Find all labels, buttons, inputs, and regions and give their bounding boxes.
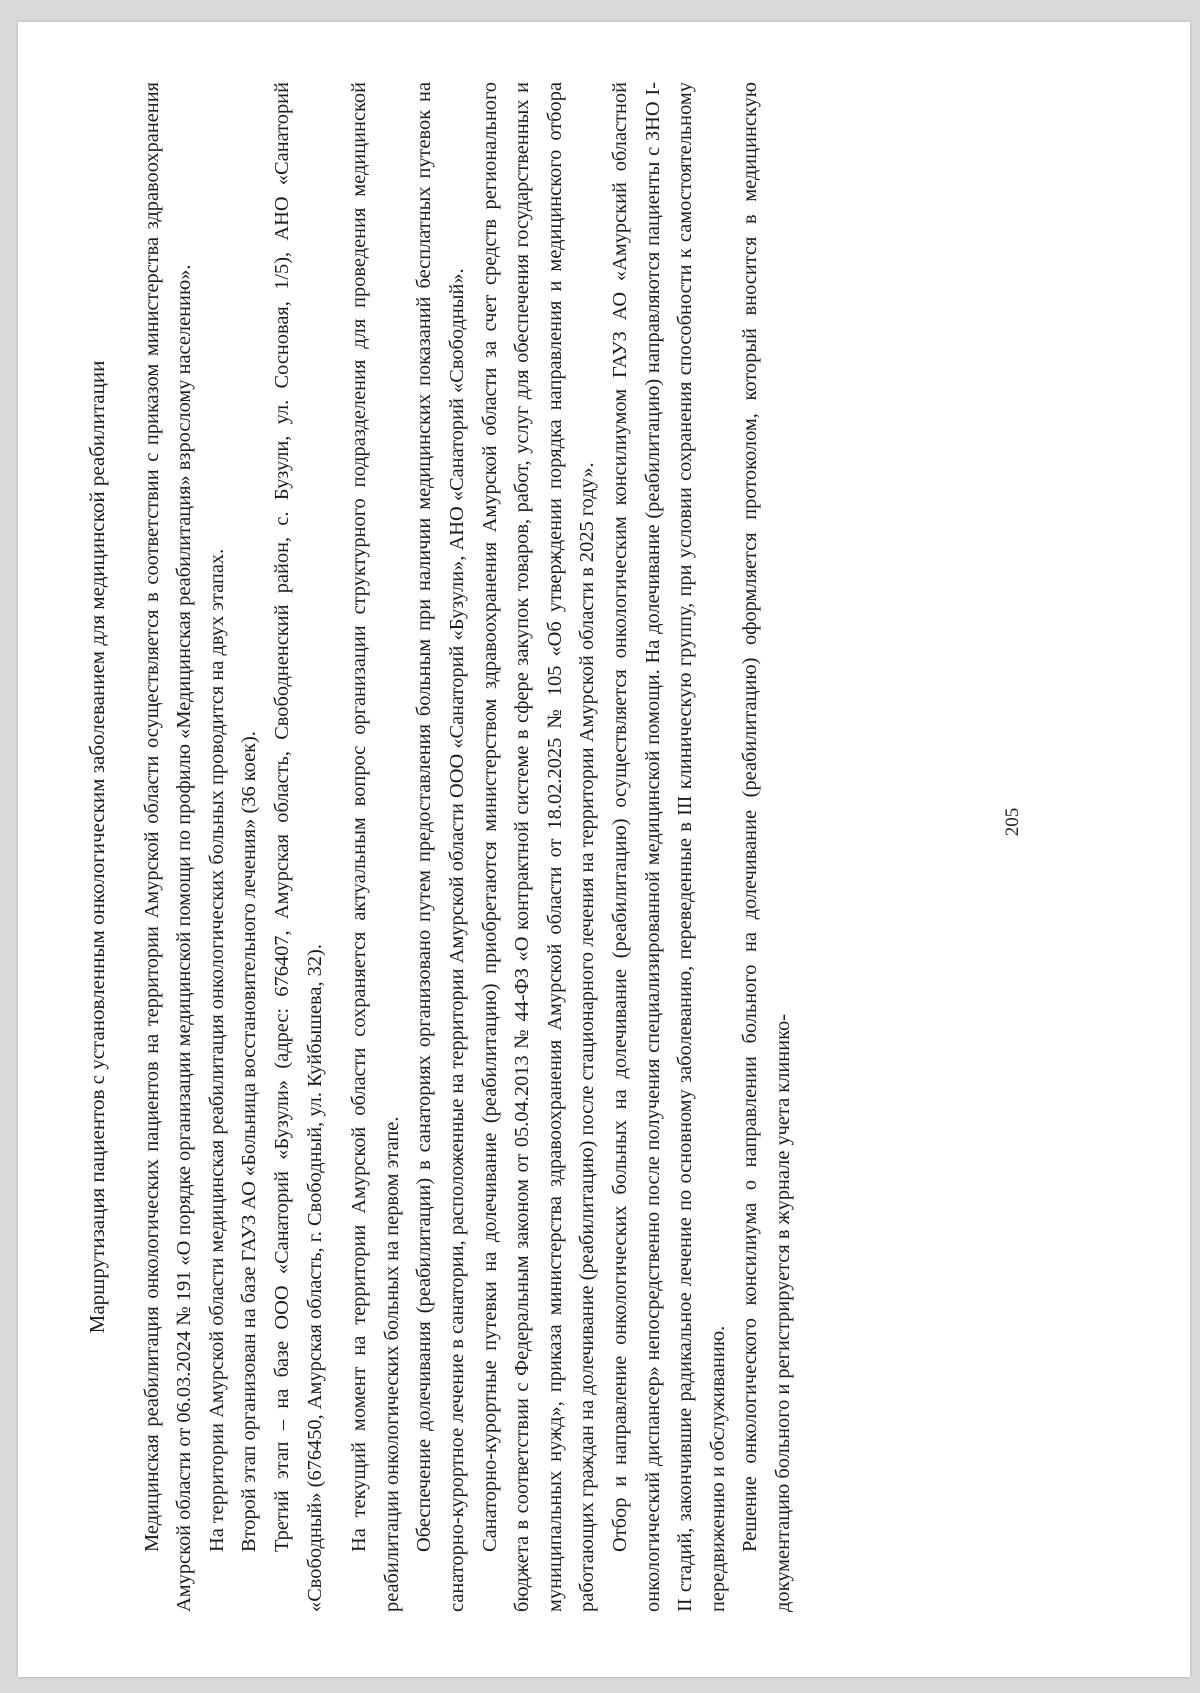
paragraph-first-stage-issue: На текущий момент на территории Амурской области сохраняется актуальным вопрос организации структурного подразделения для проведения медицинской реабилитации онкологических больных на первом этапе. [348,81,403,1612]
paragraph-selection-referral: Отбор и направление онкологических больных на долечивание (реабилитацию) осуществляется онкологическим консилиумом ГАУЗ АО «Амурский областной онкологический диспансер» непосредственно после получения специализированной медицинской помощи. На долечивание (реабилитацию) направляются пациенты с ЗНО I-II стадий, закончившие радикальное лечение по основному заболеванию, переведенные в III клиническую группу, при условии сохранения способности к самостоятельному передвижению и обслуживанию. [608,81,729,1612]
paragraph-two-stages: На территории Амурской области медицинская реабилитация онкологических больных проводится на двух этапах. [205,548,228,1552]
rotated-page-content [80,82,1120,1612]
paragraph-rehab-basis: Медицинская реабилитация онкологических пациентов на территории Амурской области осуществляется в соответствии с приказом министерства здравоохранения Амурской области от 06.03.2024 № 191 «О порядке организации медицинской помощи по профилю «Медицинская реабилитация» взрослому населению». [140,81,196,1612]
paragraph-vouchers-funding: Санаторно-курортные путевки на долечивание (реабилитацию) приобретаются министерством здравоохранения Амурской области за счет средств регионального бюджета в соответствии с Федеральным законом от 05.04.2013 № 44-ФЗ «О контрактной системе в сфере закупок товаров, работ, услуг для обеспечения государственных и муниципальных нужд», приказа министерства здравоохранения Амурской области от 18.02.2025 № 105 «Об утверждении порядка направления и медицинского отбора работающих граждан на долечивание (реабилитацию) после стационарного лечения на территории Амурской области в 2025 году». [478,81,599,1612]
document-title: Маршрутизация пациентов с установленным онкологическим заболеванием для медицинской реабилитации [85,360,109,1333]
paragraph-second-stage: Второй этап организован на базе ГАУЗ АО «Больница восстановительного лечения» (36 коек). [238,730,261,1552]
paragraph-third-stage: Третий этап – на базе ООО «Санаторий «Бузули» (адрес: 676407, Амурская область, Свободненский район, с. Бузули, ул. Сосновая, 1/5), АНО «Санаторий «Свободный» (676450, Амурская область, г. Свободный, ул. Куйбышева, 32). [270,81,326,1612]
paragraph-sanatorium-provision: Обеспечение долечивания (реабилитации) в санаториях организовано путем предоставления больным при наличии медицинских показаний бесплатных путевок на санаторно-курортное лечение в санатории, расположенные на территории Амурской области ООО «Санаторий «Бузули», АНО «Санаторий «Свободный». [413,81,468,1612]
paragraph-consilium-decision: Решение онкологического консилиума о направлении больного на долечивание (реабилитацию) оформляется протоколом, который вносится в медицинскую документацию больного и регистрируется в журнале учета клинико- [739,81,794,1612]
page-number: 205 [1002,807,1023,837]
